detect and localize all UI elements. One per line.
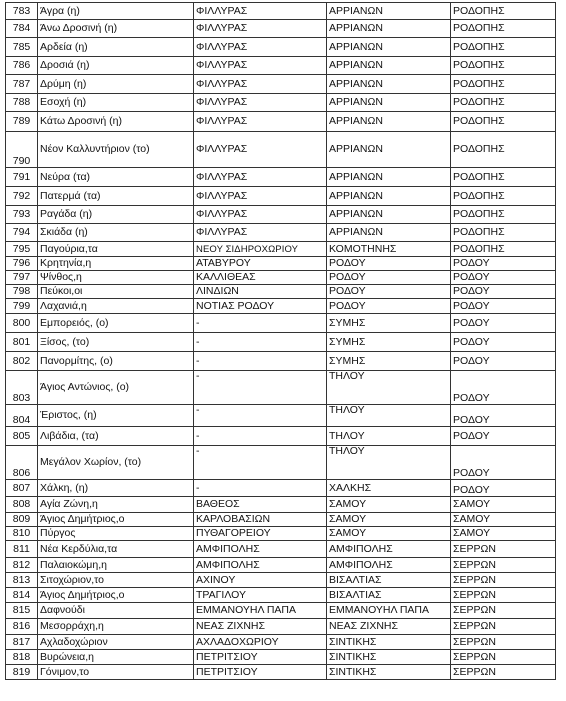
- row-number-cell: 811: [6, 541, 38, 558]
- row-number-cell: 803: [6, 371, 38, 405]
- community-cell: ΦΙΛΛΥΡΑΣ: [194, 20, 327, 38]
- municipality-cell: ΤΗΛΟΥ: [327, 446, 451, 480]
- community-cell: ΝΕΑΣ ΖΙΧΝΗΣ: [194, 619, 327, 635]
- row-number-cell: 804: [6, 405, 38, 427]
- table-row: [6, 619, 556, 635]
- prefecture-cell: ΡΟΔΟΥ: [451, 371, 556, 405]
- community-cell: ΚΑΡΛΟΒΑΣΙΩΝ: [194, 513, 327, 527]
- settlement-name-cell: Έριστος, (η): [38, 405, 194, 427]
- prefecture-cell: ΡΟΔΟΥ: [451, 314, 556, 333]
- table-row: [6, 112, 556, 132]
- table-row: [6, 299, 556, 314]
- table-row: [6, 20, 556, 38]
- table-row: [6, 3, 556, 20]
- row-number-cell: 791: [6, 168, 38, 187]
- settlement-name-cell: Νεύρα (τα): [38, 168, 194, 187]
- table-row: [6, 588, 556, 603]
- table-row: [6, 513, 556, 527]
- prefecture-cell: ΣΕΡΡΩΝ: [451, 619, 556, 635]
- settlement-name-cell: Κρητηνία,η: [38, 257, 194, 271]
- prefecture-cell: ΣΕΡΡΩΝ: [451, 650, 556, 665]
- municipality-cell: ΡΟΔΟΥ: [327, 271, 451, 285]
- prefecture-cell: ΡΟΔΟΥ: [451, 405, 556, 427]
- municipality-cell: ΣΥΜΗΣ: [327, 352, 451, 371]
- settlement-name-cell: Άγιος Αντώνιος, (ο): [38, 371, 194, 405]
- settlement-name-cell: Λαχανιά,η: [38, 299, 194, 314]
- municipality-cell: ΑΡΡΙΑΝΩΝ: [327, 112, 451, 132]
- row-number-cell: 813: [6, 573, 38, 588]
- table-row: [6, 271, 556, 285]
- settlements-table: [5, 2, 556, 680]
- settlement-name-cell: Εμπορειός, (ο): [38, 314, 194, 333]
- table-row: [6, 242, 556, 257]
- community-cell: -: [194, 405, 327, 427]
- row-number-cell: 787: [6, 75, 38, 94]
- settlement-name-cell: Πύργος: [38, 527, 194, 541]
- community-cell: ΦΙΛΛΥΡΑΣ: [194, 94, 327, 112]
- prefecture-cell: ΡΟΔΟΠΗΣ: [451, 75, 556, 94]
- settlement-name-cell: Δαφνούδι: [38, 603, 194, 619]
- community-cell: -: [194, 480, 327, 497]
- row-number-cell: 786: [6, 57, 38, 75]
- municipality-cell: ΑΡΡΙΑΝΩΝ: [327, 224, 451, 242]
- community-cell: -: [194, 427, 327, 446]
- prefecture-cell: ΣΕΡΡΩΝ: [451, 635, 556, 650]
- community-cell: ΚΑΛΛΙΘΕΑΣ: [194, 271, 327, 285]
- prefecture-cell: ΡΟΔΟΥ: [451, 480, 556, 497]
- row-number-cell: 799: [6, 299, 38, 314]
- prefecture-cell: ΣΕΡΡΩΝ: [451, 603, 556, 619]
- settlement-name-cell: Κάτω Δροσινή (η): [38, 112, 194, 132]
- prefecture-cell: ΣΕΡΡΩΝ: [451, 588, 556, 603]
- prefecture-cell: ΣΑΜΟΥ: [451, 527, 556, 541]
- municipality-cell: ΣΙΝΤΙΚΗΣ: [327, 650, 451, 665]
- settlement-name-cell: Δρύμη (η): [38, 75, 194, 94]
- prefecture-cell: ΡΟΔΟΥ: [451, 271, 556, 285]
- municipality-cell: ΣΑΜΟΥ: [327, 513, 451, 527]
- municipality-cell: ΑΜΦΙΠΟΛΗΣ: [327, 541, 451, 558]
- municipality-cell: ΑΡΡΙΑΝΩΝ: [327, 132, 451, 168]
- municipality-cell: ΣΙΝΤΙΚΗΣ: [327, 665, 451, 680]
- prefecture-cell: ΡΟΔΟΠΗΣ: [451, 57, 556, 75]
- table-row: [6, 603, 556, 619]
- table-row: [6, 446, 556, 480]
- row-number-cell: 785: [6, 38, 38, 57]
- settlement-name-cell: Αχλαδοχώριον: [38, 635, 194, 650]
- municipality-cell: ΑΜΦΙΠΟΛΗΣ: [327, 558, 451, 573]
- municipality-cell: ΧΑΛΚΗΣ: [327, 480, 451, 497]
- community-cell: ΦΙΛΛΥΡΑΣ: [194, 3, 327, 20]
- row-number-cell: 808: [6, 497, 38, 513]
- row-number-cell: 810: [6, 527, 38, 541]
- row-number-cell: 809: [6, 513, 38, 527]
- row-number-cell: 797: [6, 271, 38, 285]
- table-row: [6, 558, 556, 573]
- community-cell: -: [194, 371, 327, 405]
- settlement-name-cell: Χάλκη, (η): [38, 480, 194, 497]
- municipality-cell: ΑΡΡΙΑΝΩΝ: [327, 75, 451, 94]
- municipality-cell: ΑΡΡΙΑΝΩΝ: [327, 57, 451, 75]
- community-cell: ΑΜΦΙΠΟΛΗΣ: [194, 558, 327, 573]
- settlement-name-cell: Πεύκοι,οι: [38, 285, 194, 299]
- community-cell: ΛΙΝΔΙΩΝ: [194, 285, 327, 299]
- municipality-cell: ΑΡΡΙΑΝΩΝ: [327, 94, 451, 112]
- settlement-name-cell: Πατερμά (τα): [38, 187, 194, 206]
- settlement-name-cell: Παλαιοκώμη,η: [38, 558, 194, 573]
- table-row: [6, 285, 556, 299]
- municipality-cell: ΡΟΔΟΥ: [327, 285, 451, 299]
- row-number-cell: 790: [6, 132, 38, 168]
- table-row: [6, 573, 556, 588]
- community-cell: -: [194, 352, 327, 371]
- settlement-name-cell: Ψίνθος,η: [38, 271, 194, 285]
- row-number-cell: 802: [6, 352, 38, 371]
- prefecture-cell: ΡΟΔΟΥ: [451, 299, 556, 314]
- municipality-cell: ΡΟΔΟΥ: [327, 299, 451, 314]
- settlement-name-cell: Άγιος Δημήτριος,ο: [38, 513, 194, 527]
- community-cell: ΑΜΦΙΠΟΛΗΣ: [194, 541, 327, 558]
- table-row: [6, 427, 556, 446]
- row-number-cell: 788: [6, 94, 38, 112]
- municipality-cell: ΝΕΑΣ ΖΙΧΝΗΣ: [327, 619, 451, 635]
- municipality-cell: ΣΥΜΗΣ: [327, 333, 451, 352]
- community-cell: ΤΡΑΓΙΛΟΥ: [194, 588, 327, 603]
- row-number-cell: 800: [6, 314, 38, 333]
- table-row: [6, 57, 556, 75]
- municipality-cell: ΤΗΛΟΥ: [327, 427, 451, 446]
- municipality-cell: ΑΡΡΙΑΝΩΝ: [327, 3, 451, 20]
- row-number-cell: 798: [6, 285, 38, 299]
- table-row: [6, 94, 556, 112]
- table-row: [6, 206, 556, 224]
- community-cell: ΑΤΑΒΥΡΟΥ: [194, 257, 327, 271]
- row-number-cell: 812: [6, 558, 38, 573]
- table-row: [6, 132, 556, 168]
- municipality-cell: ΣΑΜΟΥ: [327, 497, 451, 513]
- prefecture-cell: ΡΟΔΟΠΗΣ: [451, 224, 556, 242]
- settlement-name-cell: Νέον Καλλυντήριον (το): [38, 132, 194, 168]
- settlement-name-cell: Νέα Κερδύλια,τα: [38, 541, 194, 558]
- prefecture-cell: ΡΟΔΟΥ: [451, 446, 556, 480]
- community-cell: ΦΙΛΛΥΡΑΣ: [194, 187, 327, 206]
- table-row: [6, 333, 556, 352]
- row-number-cell: 805: [6, 427, 38, 446]
- row-number-cell: 806: [6, 446, 38, 480]
- table-row: [6, 352, 556, 371]
- prefecture-cell: ΣΕΡΡΩΝ: [451, 558, 556, 573]
- table-row: [6, 187, 556, 206]
- community-cell: ΦΙΛΛΥΡΑΣ: [194, 112, 327, 132]
- municipality-cell: ΑΡΡΙΑΝΩΝ: [327, 206, 451, 224]
- municipality-cell: ΑΡΡΙΑΝΩΝ: [327, 38, 451, 57]
- prefecture-cell: ΡΟΔΟΠΗΣ: [451, 168, 556, 187]
- row-number-cell: 814: [6, 588, 38, 603]
- table-row: [6, 371, 556, 405]
- settlement-name-cell: Αρδεία (η): [38, 38, 194, 57]
- community-cell: ΠΥΘΑΓΟΡΕΙΟΥ: [194, 527, 327, 541]
- prefecture-cell: ΡΟΔΟΠΗΣ: [451, 132, 556, 168]
- community-cell: ΦΙΛΛΥΡΑΣ: [194, 224, 327, 242]
- row-number-cell: 807: [6, 480, 38, 497]
- community-cell: -: [194, 333, 327, 352]
- settlement-name-cell: Άγιος Δημήτριος,ο: [38, 588, 194, 603]
- row-number-cell: 793: [6, 206, 38, 224]
- row-number-cell: 796: [6, 257, 38, 271]
- community-cell: ΦΙΛΛΥΡΑΣ: [194, 168, 327, 187]
- prefecture-cell: ΣΑΜΟΥ: [451, 497, 556, 513]
- prefecture-cell: ΡΟΔΟΥ: [451, 427, 556, 446]
- settlement-name-cell: Παγούρια,τα: [38, 242, 194, 257]
- table-row: [6, 480, 556, 497]
- settlement-name-cell: Γόνιμον,το: [38, 665, 194, 680]
- row-number-cell: 783: [6, 3, 38, 20]
- settlement-name-cell: Μεγάλον Χωρίον, (το): [38, 446, 194, 480]
- municipality-cell: ΑΡΡΙΑΝΩΝ: [327, 20, 451, 38]
- settlement-name-cell: Δροσιά (η): [38, 57, 194, 75]
- row-number-cell: 816: [6, 619, 38, 635]
- prefecture-cell: ΡΟΔΟΠΗΣ: [451, 38, 556, 57]
- community-cell: ΝΟΤΙΑΣ ΡΟΔΟΥ: [194, 299, 327, 314]
- settlement-name-cell: Εσοχή (η): [38, 94, 194, 112]
- table-row: [6, 650, 556, 665]
- settlement-name-cell: Αγία Ζώνη,η: [38, 497, 194, 513]
- table-row: [6, 38, 556, 57]
- prefecture-cell: ΡΟΔΟΥ: [451, 333, 556, 352]
- settlement-name-cell: Πανορμίτης, (ο): [38, 352, 194, 371]
- municipality-cell: ΣΥΜΗΣ: [327, 314, 451, 333]
- prefecture-cell: ΣΕΡΡΩΝ: [451, 541, 556, 558]
- community-cell: ΑΧΛΑΔΟΧΩΡΙΟΥ: [194, 635, 327, 650]
- table-row: [6, 314, 556, 333]
- community-cell: ΝΕΟΥ ΣΙΔΗΡΟΧΩΡΙΟΥ: [194, 242, 327, 257]
- table-body: [6, 3, 556, 680]
- row-number-cell: 794: [6, 224, 38, 242]
- community-cell: -: [194, 314, 327, 333]
- settlement-name-cell: Άγρα (η): [38, 3, 194, 20]
- table-row: [6, 497, 556, 513]
- municipality-cell: ΣΑΜΟΥ: [327, 527, 451, 541]
- community-cell: ΠΕΤΡΙΤΣΙΟΥ: [194, 665, 327, 680]
- community-cell: ΑΧΙΝΟΥ: [194, 573, 327, 588]
- community-cell: ΠΕΤΡΙΤΣΙΟΥ: [194, 650, 327, 665]
- prefecture-cell: ΡΟΔΟΠΗΣ: [451, 206, 556, 224]
- row-number-cell: 801: [6, 333, 38, 352]
- row-number-cell: 817: [6, 635, 38, 650]
- settlement-name-cell: Άνω Δροσινή (η): [38, 20, 194, 38]
- prefecture-cell: ΡΟΔΟΠΗΣ: [451, 94, 556, 112]
- row-number-cell: 818: [6, 650, 38, 665]
- table-row: [6, 665, 556, 680]
- community-cell: ΦΙΛΛΥΡΑΣ: [194, 132, 327, 168]
- prefecture-cell: ΣΑΜΟΥ: [451, 513, 556, 527]
- prefecture-cell: ΣΕΡΡΩΝ: [451, 573, 556, 588]
- prefecture-cell: ΡΟΔΟΥ: [451, 352, 556, 371]
- community-cell: ΦΙΛΛΥΡΑΣ: [194, 57, 327, 75]
- municipality-cell: ΒΙΣΑΛΤΙΑΣ: [327, 573, 451, 588]
- settlement-name-cell: Βυρώνεια,η: [38, 650, 194, 665]
- community-cell: ΦΙΛΛΥΡΑΣ: [194, 206, 327, 224]
- municipality-cell: ΑΡΡΙΑΝΩΝ: [327, 187, 451, 206]
- table-row: [6, 541, 556, 558]
- table-row: [6, 75, 556, 94]
- community-cell: ΦΙΛΛΥΡΑΣ: [194, 38, 327, 57]
- row-number-cell: 819: [6, 665, 38, 680]
- prefecture-cell: ΡΟΔΟΥ: [451, 257, 556, 271]
- municipality-cell: ΤΗΛΟΥ: [327, 371, 451, 405]
- settlement-name-cell: Λιβάδια, (τα): [38, 427, 194, 446]
- settlement-name-cell: Ραγάδα (η): [38, 206, 194, 224]
- row-number-cell: 792: [6, 187, 38, 206]
- row-number-cell: 795: [6, 242, 38, 257]
- community-cell: -: [194, 446, 327, 480]
- community-cell: ΦΙΛΛΥΡΑΣ: [194, 75, 327, 94]
- row-number-cell: 789: [6, 112, 38, 132]
- prefecture-cell: ΡΟΔΟΠΗΣ: [451, 187, 556, 206]
- table-row: [6, 168, 556, 187]
- municipality-cell: ΣΙΝΤΙΚΗΣ: [327, 635, 451, 650]
- table-row: [6, 635, 556, 650]
- prefecture-cell: ΡΟΔΟΠΗΣ: [451, 20, 556, 38]
- municipality-cell: ΚΟΜΟΤΗΝΗΣ: [327, 242, 451, 257]
- prefecture-cell: ΡΟΔΟΠΗΣ: [451, 3, 556, 20]
- table-row: [6, 405, 556, 427]
- settlement-name-cell: Σκιάδα (η): [38, 224, 194, 242]
- municipality-cell: ΑΡΡΙΑΝΩΝ: [327, 168, 451, 187]
- settlement-name-cell: Μεσορράχη,η: [38, 619, 194, 635]
- row-number-cell: 784: [6, 20, 38, 38]
- prefecture-cell: ΡΟΔΟΠΗΣ: [451, 242, 556, 257]
- community-cell: ΕΜΜΑΝΟΥΗΛ ΠΑΠΑ: [194, 603, 327, 619]
- municipality-cell: ΤΗΛΟΥ: [327, 405, 451, 427]
- municipality-cell: ΒΙΣΑΛΤΙΑΣ: [327, 588, 451, 603]
- settlement-name-cell: Σιτοχώριον,το: [38, 573, 194, 588]
- prefecture-cell: ΡΟΔΟΥ: [451, 285, 556, 299]
- community-cell: ΒΑΘΕΟΣ: [194, 497, 327, 513]
- prefecture-cell: ΣΕΡΡΩΝ: [451, 665, 556, 680]
- row-number-cell: 815: [6, 603, 38, 619]
- table-row: [6, 527, 556, 541]
- settlement-name-cell: Ξίσος, (το): [38, 333, 194, 352]
- table-row: [6, 257, 556, 271]
- prefecture-cell: ΡΟΔΟΠΗΣ: [451, 112, 556, 132]
- municipality-cell: ΡΟΔΟΥ: [327, 257, 451, 271]
- municipality-cell: ΕΜΜΑΝΟΥΗΛ ΠΑΠΑ: [327, 603, 451, 619]
- table-row: [6, 224, 556, 242]
